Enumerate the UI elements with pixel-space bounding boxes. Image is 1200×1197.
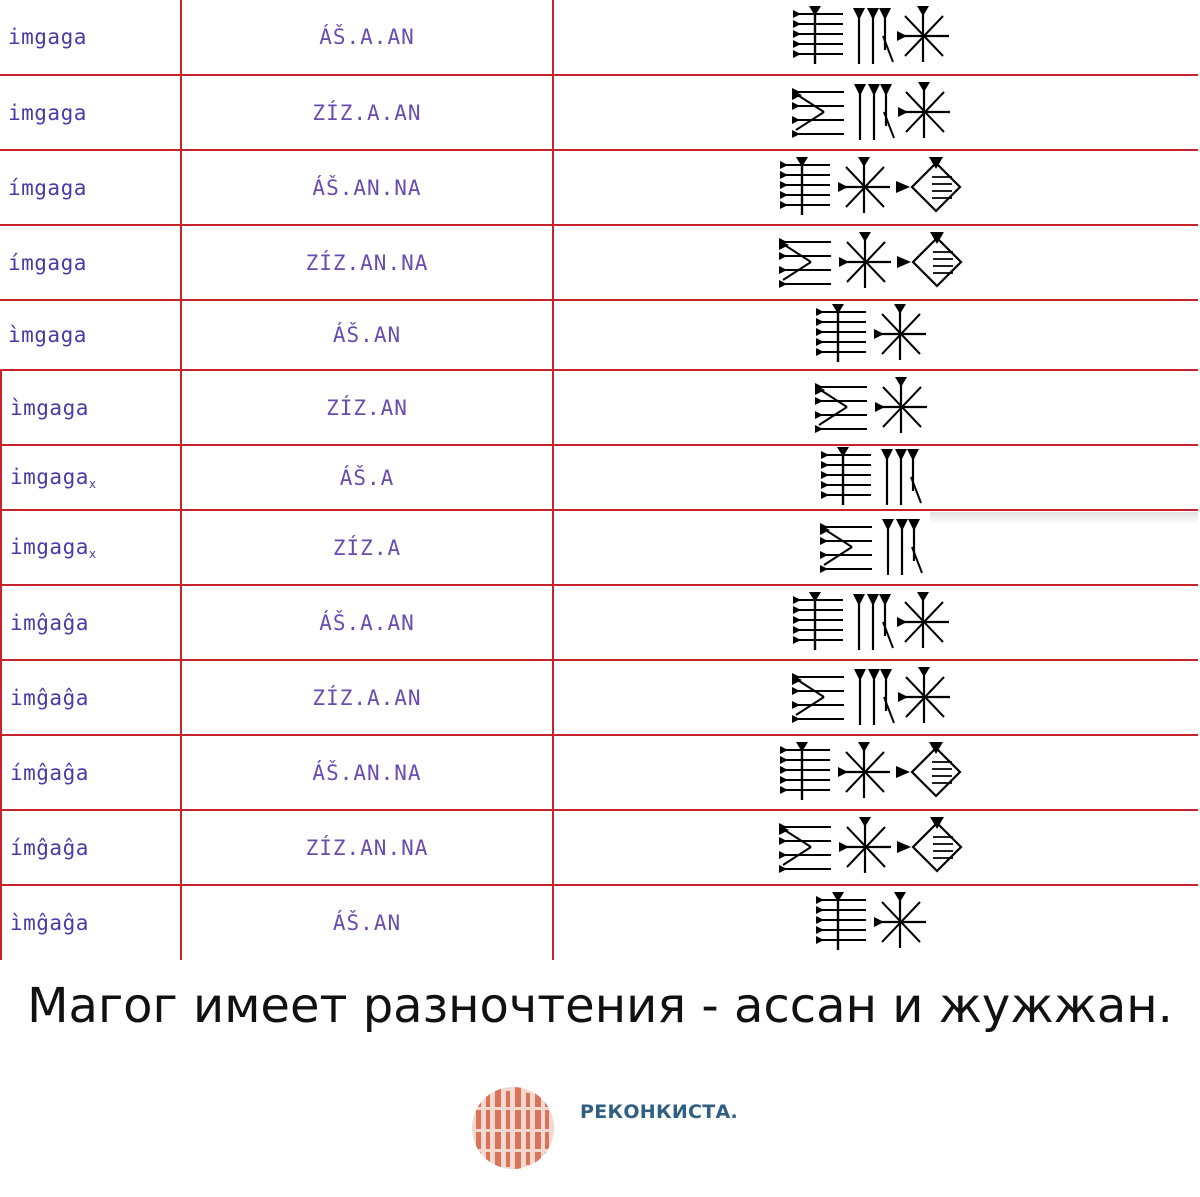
- translit-text: imgaga: [8, 100, 87, 125]
- cuneiform-glyphs: [778, 742, 972, 804]
- cuneiform-glyphs: [813, 377, 937, 439]
- cuneiform-sign-an: [838, 157, 890, 213]
- cuneiform-glyphs: [790, 82, 960, 144]
- translit-cell: [0, 371, 182, 444]
- translit-cell: [0, 0, 182, 74]
- cuneiform-glyphs: [819, 447, 931, 509]
- cuneiform-sign-an: [874, 304, 926, 360]
- cuneiform-cell: [552, 661, 1198, 734]
- translit-text: ìmĝaĝa: [10, 911, 89, 935]
- cuneiform-glyphs: [814, 892, 936, 954]
- sign-names: ÁŠ.A.AN: [319, 25, 415, 49]
- cuneiform-cell: [552, 371, 1198, 444]
- cuneiform-sign-ziz: [792, 673, 844, 723]
- translit-text: imĝaĝa: [10, 610, 89, 635]
- table-row: [0, 736, 1198, 811]
- cuneiform-sign-a: [853, 8, 893, 64]
- translit-text: ímgaga: [8, 175, 87, 200]
- cuneiform-glyphs: [777, 817, 973, 879]
- caption: Магог имеет разночтения - ассан и жужжан.: [27, 978, 1173, 1034]
- cuneiform-cell: [552, 151, 1198, 224]
- table-row: [0, 661, 1198, 736]
- cuneiform-sign-ziz: [820, 523, 872, 573]
- cuneiform-cell: [552, 736, 1198, 809]
- clay-tablet-logo-icon: [470, 1085, 556, 1171]
- cuneiform-sign-ash: [816, 304, 866, 362]
- cuneiform-glyphs: [818, 517, 932, 579]
- table-row: [0, 446, 1198, 511]
- table-row: [0, 226, 1198, 301]
- translit-text: imgaga: [8, 25, 87, 49]
- cuneiform-sign-an: [838, 742, 890, 798]
- signs-cell: [182, 151, 554, 224]
- brand[interactable]: [470, 1085, 750, 1175]
- table-row: [0, 301, 1198, 371]
- sign-names: ÁŠ.AN.NA: [312, 760, 422, 785]
- cuneiform-glyphs: [778, 157, 972, 219]
- cuneiform-sign-a: [881, 449, 921, 505]
- cuneiform-cell: [552, 811, 1198, 884]
- sign-names: ZÍZ.A.AN: [312, 685, 422, 710]
- sign-names: ZÍZ.A: [332, 535, 402, 560]
- cuneiform-sign-na: [897, 232, 961, 286]
- cuneiform-sign-an: [839, 232, 891, 288]
- sign-names: ÁŠ.A: [339, 465, 395, 490]
- sign-names: ÁŠ.AN.NA: [312, 175, 422, 200]
- signs-cell: [182, 76, 554, 149]
- cuneiform-glyphs: [790, 667, 960, 729]
- signs-cell: [182, 301, 554, 369]
- cuneiform-sign-an: [839, 817, 891, 873]
- translit-cell: [0, 301, 182, 369]
- translit-text: imĝaĝa: [10, 685, 89, 710]
- cuneiform-sign-ziz: [779, 823, 831, 873]
- signs-cell: [182, 736, 554, 809]
- cuneiform-sign-na: [896, 157, 960, 211]
- cuneiform-sign-na: [897, 817, 961, 871]
- sign-names: ÁŠ.A.AN: [319, 610, 415, 635]
- cuneiform-cell: [552, 446, 1198, 509]
- table-row: [0, 0, 1198, 76]
- table-row: [0, 886, 1198, 960]
- cuneiform-sign-ziz: [792, 88, 844, 138]
- sign-names: ZÍZ.A.AN: [312, 100, 422, 125]
- cuneiform-sign-a: [882, 519, 922, 575]
- cuneiform-sign-ash: [793, 6, 843, 64]
- cuneiform-sign-an: [897, 6, 949, 62]
- translit-cell: [0, 511, 182, 584]
- signs-cell: [182, 586, 554, 659]
- cuneiform-sign-ziz: [815, 383, 867, 433]
- signs-cell: [182, 511, 554, 584]
- cuneiform-sign-an: [898, 82, 950, 138]
- cuneiform-sign-a: [853, 594, 893, 650]
- translit-cell: [0, 586, 182, 659]
- translit-text: ímĝaĝa: [10, 760, 89, 785]
- translit-cell: [0, 661, 182, 734]
- translit-text: ímĝaĝa: [10, 835, 89, 860]
- cuneiform-cell: [552, 586, 1198, 659]
- cuneiform-sign-ash: [816, 892, 866, 950]
- cuneiform-cell: [552, 301, 1198, 369]
- signs-cell: [182, 446, 554, 509]
- cuneiform-sign-ash: [793, 592, 843, 650]
- translit-text: imgaga$_x$: [10, 534, 97, 561]
- shadow-artifact: [930, 512, 1198, 524]
- cuneiform-sign-an: [898, 667, 950, 723]
- cuneiform-sign-an: [875, 377, 927, 433]
- signs-cell: [182, 226, 554, 299]
- translit-text: ímgaga: [8, 250, 87, 275]
- cuneiform-sign-a: [854, 669, 894, 725]
- signs-cell: [182, 371, 554, 444]
- translit-cell: [0, 151, 182, 224]
- table-row: [0, 811, 1198, 886]
- translit-cell: [0, 76, 182, 149]
- cuneiform-glyphs: [791, 6, 959, 68]
- cuneiform-glyphs: [791, 592, 959, 654]
- table-row: [0, 586, 1198, 661]
- cuneiform-sign-an: [874, 892, 926, 948]
- translit-text: ìmgaga: [10, 395, 89, 420]
- cuneiform-sign-an: [897, 592, 949, 648]
- cuneiform-sign-ash: [780, 742, 830, 800]
- translit-cell: [0, 886, 182, 960]
- signs-cell: [182, 0, 554, 74]
- cuneiform-glyphs: [814, 304, 936, 366]
- cuneiform-cell: [552, 226, 1198, 299]
- table-row: [0, 151, 1198, 226]
- cuneiform-cell: [552, 0, 1198, 74]
- cuneiform-sign-ash: [780, 157, 830, 215]
- translit-subscript: x: [88, 546, 97, 561]
- cuneiform-sign-ziz: [779, 238, 831, 288]
- translit-subscript: x: [88, 476, 97, 491]
- translit-text: imgaga$_x$: [10, 464, 97, 491]
- sign-names: ZÍZ.AN.NA: [305, 835, 429, 860]
- cuneiform-sign-ash: [821, 447, 871, 505]
- sign-names: ÁŠ.AN: [332, 323, 402, 347]
- cuneiform-sign-na: [896, 742, 960, 796]
- cuneiform-sign-a: [854, 84, 894, 140]
- cuneiform-cell: [552, 76, 1198, 149]
- translit-cell: [0, 736, 182, 809]
- sign-names: ÁŠ.AN: [332, 911, 402, 935]
- brand-name: РЕКОНКИСТА.: [580, 1101, 739, 1123]
- table-row: [0, 76, 1198, 151]
- translit-cell: [0, 811, 182, 884]
- sign-names: ZÍZ.AN: [326, 395, 408, 420]
- cuneiform-cell: [552, 886, 1198, 960]
- signs-cell: [182, 661, 554, 734]
- signs-cell: [182, 886, 554, 960]
- table-row: [0, 371, 1198, 446]
- cuneiform-glyphs: [777, 232, 973, 294]
- translit-cell: [0, 446, 182, 509]
- signs-cell: [182, 811, 554, 884]
- sign-names: ZÍZ.AN.NA: [305, 250, 429, 275]
- translit-cell: [0, 226, 182, 299]
- translit-text: ìmgaga: [8, 323, 87, 347]
